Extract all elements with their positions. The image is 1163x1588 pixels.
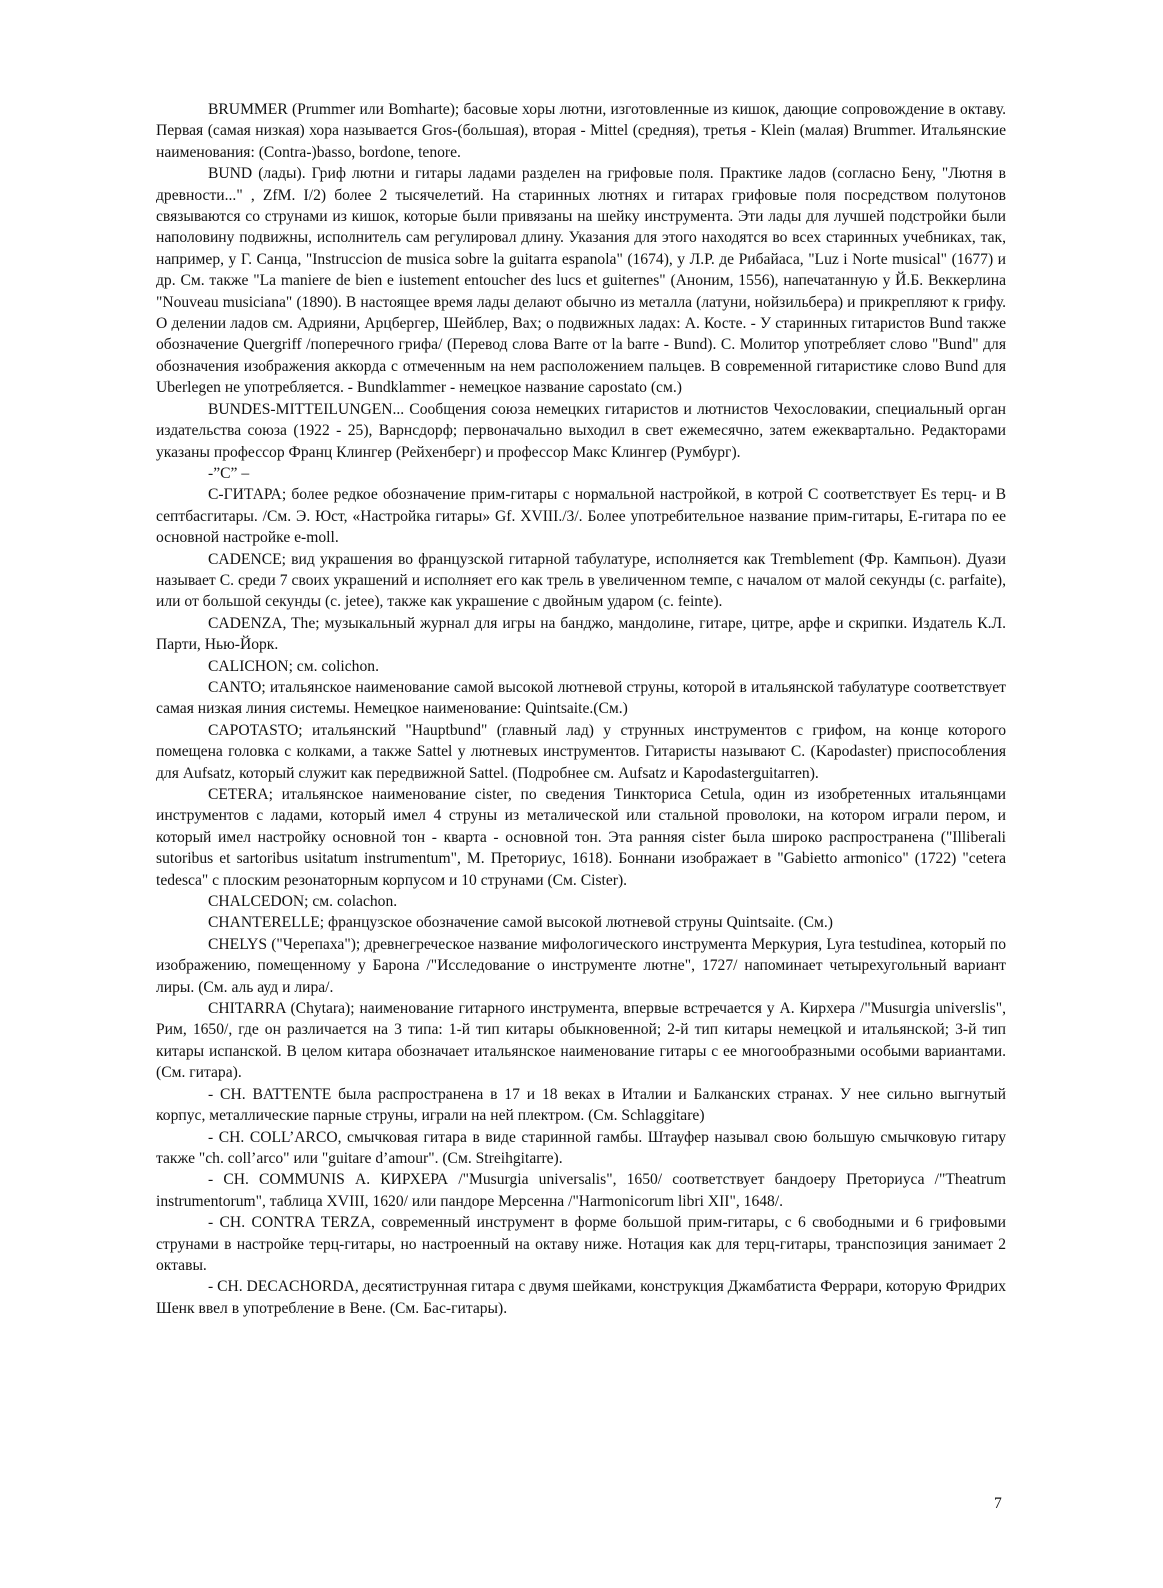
entry-ch-decachorda: - CH. DECACHORDA, десятиструнная гитара с двумя шейками, конструкция Джамбатиста Феррари, которую Фридрих Шенк ввел в употребление в Вене. (См. Бас-гитары). [156, 1278, 1006, 1317]
entry-capotasto: CAPOTASTO; итальянский "Hauptbund" (главный лад) у струнных инструментов с грифом, на конце которого помещена головка с колками, а также Sattel у лютневых инструментов. Гитаристы называют С. (Kapodaster) приспособления для Aufsatz, который служит как передвижной Sattel. (Подробнее см. Aufsatz и Kapodasterguitarren). [156, 721, 1006, 782]
entry-chelys: CHELYS ("Черепаха"); древнегреческое название мифологического инструмента Меркурия, Lyra testudinea, который по изображению, помещенному у Барона /"Исследование о инструменте лютне", 1727/ напоминает четырехугольный вариант лиры. (См. аль ауд и лира/. [156, 935, 1007, 996]
entry-cadence: CADENCE; вид украшения во французской гитарной табулатуре, исполняется как Tremblement (Фр. Кампьон). Дуази называет С. среди 7 своих украшений и исполняет его как трель в увеличенном темпе, с началом от малой секунды (c. parfaite), или от большой секунды (c. jetee), также как украшение с двойным ударом (c. feinte). [156, 550, 1006, 611]
entry-chalcedon: CHALCEDON; см. colachon. [208, 893, 398, 911]
entry-ch-coll-arco: - CH. COLL’ARCO, смычковая гитара в виде старинной гамбы. Штауфер называл свою большую смычковую гитару также "ch. coll’arco" или "guitare d’amour". (См. Streihgitarre). [156, 1128, 1006, 1167]
entry-ch-contra-terza: - CH. CONTRA TERZA, современный инструмент в форме большой прим-гитары, с 6 свободными и 6 грифовыми струнами в настройке терц-гитары, но настроенный на октаву ниже. Нотация как для терц-гитары, транспозиция занимает 2 октавы. [156, 1214, 1006, 1274]
entry-chitarra: CHITARRA (Chytara); наименование гитарного инструмента, впервые встречается у А. Кирхера /"Musurgia universlis", Рим, 1650/, где он различается на 3 типа: 1-й тип китары обыкновенной; 2-й тип китары немецкой и итальянской; 3-й тип китары испанской. В целом китара обозначает итальянское наименование гитары с ее многообразными особыми вариантами. (См. гитара). [156, 1000, 1006, 1082]
entry-ch-communis: - CH. COMMUNIS А. КИРХЕРА /"Musurgia universalis", 1650/ соответствует бандоеру Преториуса /"Theatrum instrumentorum", таблица XVIII, 1620/ или пандоре Мерсенна /"Harmonicorum libri XII", 1648/. [156, 1171, 1006, 1210]
entry-cetera: CETERA; итальянское наименование cister, по сведения Тинкториса Cetula, один из изобретенных итальянцами инструментов с ладами, который имел 4 струны из металической или стальной проволоки, на котором играли пером, и который имел настройку основной тон - кварта - основной тон. Эта ранняя cister была широко распространена ("Illiberali sutoribus et sartoribus usitatum instrumentum", М. Преториус, 1618). Боннани изображает в "Gabietto armonico" (1722) "cetera tedesca" с плоским резонаторным корпусом и 10 струнами (См. Cister). [156, 786, 1006, 889]
entry-bundes-mitteilungen: BUNDES-MITTEILUNGEN... Сообщения союза немецких гитаристов и лютнистов Чехословакии, специальный орган издательства союза (1922 - 25), Варнсдорф; первоначально выходил в свет ежемесячно, затем ежеквартально. Редакторами указаны профессор Франц Клингер (Рейхенберг) и профессор Макс Клингер (Румбург). [156, 400, 1006, 461]
entry-calichon: CALICHON; см. colichon. [208, 657, 379, 675]
entry-bund: BUND (лады). Гриф лютни и гитары ладами разделен на грифовые поля. Практике ладов (согласно Бену, "Лютня в древности..." , ZfM. I/2) более 2 тысячелетий. На старинных лютнях и гитарах грифовые поля посредством полутонов связываются со струнами из кишок, которые были привязаны на шейку инструмента. Эти лады для лучшей подстройки были наполовину подвижны, исполнитель сам регулировал длину. Указания для этого находятся во всех старинных учебниках, так, например, у Г. Санца, "Instruccion de musica sobre la guitarra espanola" (1674), у Л.Р. де Рибайаса, "Luz i Norte musical" (1677) и др. См. также "La maniere de bien e iustement entoucher des lucs et guiternes" (Аноним, 1556), напечатанную у Й.Б. Веккерлина "Nouveau musiciana" (1890). В настоящее время лады делают обычно из металла (латуни, нойзильбера) и прикрепляют к грифу. О делении ладов см. Адрияни, Арцбергер, Шейблер, Вах; о подвижных ладах: А. Косте. - У старинных гитаристов Bund также обозначение Quergriff /поперечного грифа/ (Перевод слова Barre от la barre - Bund). С. Молитор употребляет слово "Bund" для обозначения изображения аккорда с отмеченным на нем расположением пальцев. В современной гитаристике слово Bund для Uberlegen не употребляется. - Bundklammer - немецкое название capostato (см.) [156, 165, 1006, 397]
section-letter-c: -”С” – [208, 464, 250, 482]
entry-cadenza: CADENZA, The; музыкальный журнал для игры на банджо, мандолине, гитаре, цитре, арфе и скрипки. Издатель К.Л. Парти, Нью-Йорк. [156, 614, 1006, 654]
entry-chanterelle: CHANTERELLE; французское обозначение самой высокой лютневой струны Quintsaite. (См.) [208, 914, 833, 932]
entry-canto: CANTO; итальянское наименование самой высокой лютневой струны, которой в итальянской табулатуре соответствует самая низкая линия системы. Немецкое наименование: Quintsaite.(См.) [156, 678, 1006, 718]
entry-c-guitar: С-ГИТАРА; более редкое обозначение прим-гитары с нормальной настройкой, в котрой С соответствует Es терц- и В септбасгитары. /См. Э. Юст, «Настройка гитары» Gf. XVIII./3/. Более употребительное название прим-гитары, Е-гитара по ее основной настройке e-moll. [156, 486, 1006, 547]
text-body [156, 99, 1006, 1319]
entry-ch-battente: - CH. BATTENTE была распространена в 17 и 18 веках в Италии и Балканских странах. У нее сильно выгнутый корпус, металлические парные струны, играли на ней плектром. (См. Schlaggitare) [156, 1085, 1006, 1125]
entry-brummer: BRUMMER (Prummer или Bomharte); басовые хоры лютни, изготовленные из кишок, дающие сопровождение в октаву. Первая (самая низкая) хора называется Gros-(большая), вторая - Mittel (средняя), третья - Klein (малая) Brummer. Итальянские наименования: (Contra-)basso, bordone, tenore. [156, 101, 1006, 161]
page-number: 7 [994, 1495, 1002, 1512]
